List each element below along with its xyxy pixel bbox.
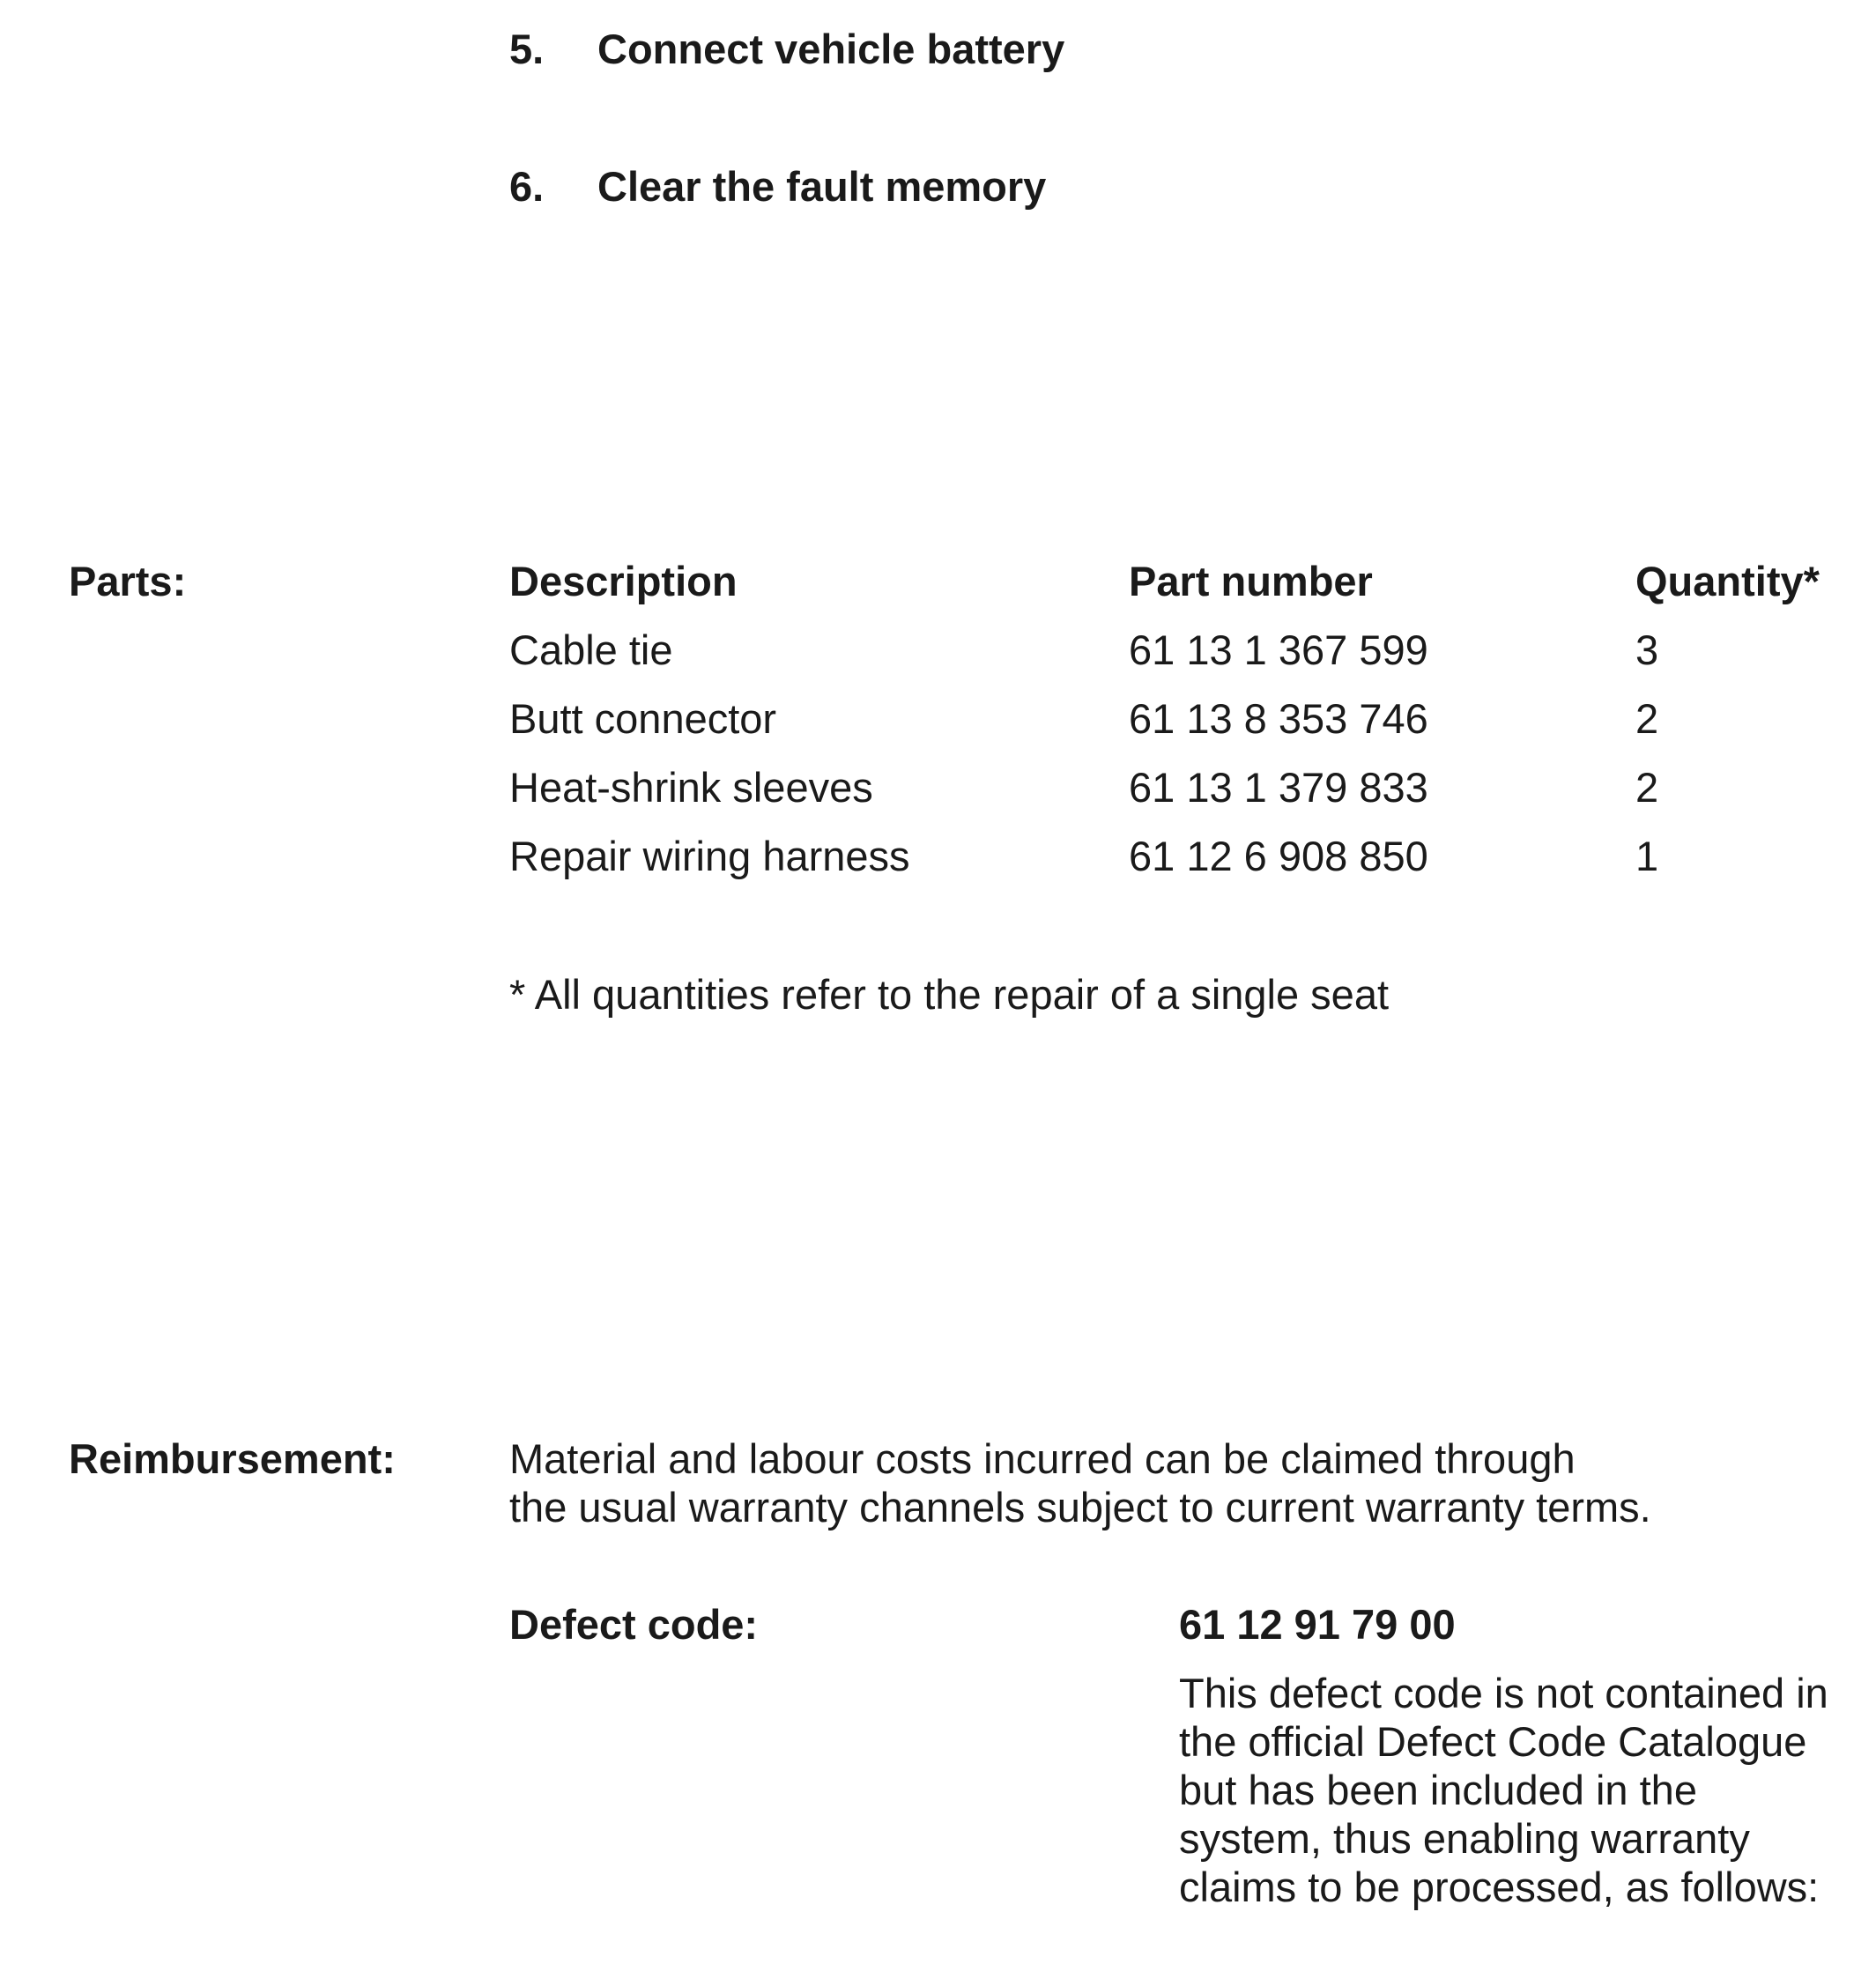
- row-part-number: 61 13 1 367 599: [1129, 626, 1428, 673]
- header-quantity: Quantity*: [1635, 558, 1820, 604]
- step-6-text: Clear the fault memory: [597, 163, 1047, 210]
- row-description: Heat-shrink sleeves: [509, 764, 873, 811]
- reimbursement-label: Reimbursement:: [69, 1435, 396, 1482]
- defect-note-line: This defect code is not contained in: [1179, 1670, 1828, 1716]
- row-quantity: 2: [1635, 695, 1659, 742]
- defect-code-value: 61 12 91 79 00: [1179, 1601, 1456, 1648]
- step-5-text: Connect vehicle battery: [597, 26, 1065, 72]
- row-description: Repair wiring harness: [509, 833, 910, 879]
- row-quantity: 3: [1635, 626, 1659, 673]
- reimbursement-text-line-2: the usual warranty channels subject to current warranty terms.: [509, 1484, 1651, 1530]
- defect-note-line: claims to be processed, as follows:: [1179, 1864, 1820, 1910]
- defect-note-line: the official Defect Code Catalogue: [1179, 1718, 1807, 1765]
- row-part-number: 61 13 1 379 833: [1129, 764, 1428, 811]
- row-quantity: 2: [1635, 764, 1659, 811]
- header-part-number: Part number: [1129, 558, 1373, 604]
- step-6-number: 6.: [509, 163, 545, 210]
- row-description: Butt connector: [509, 695, 777, 742]
- defect-note-line: system, thus enabling warranty: [1179, 1815, 1750, 1862]
- row-part-number: 61 12 6 908 850: [1129, 833, 1428, 879]
- reimbursement-text-line-1: Material and labour costs incurred can be claimed through: [509, 1435, 1576, 1482]
- step-5-number: 5.: [509, 26, 545, 72]
- parts-footnote: * All quantities refer to the repair of a single seat: [509, 971, 1390, 1018]
- row-quantity: 1: [1635, 833, 1659, 879]
- defect-note-line: but has been included in the: [1179, 1767, 1697, 1813]
- defect-code-label: Defect code:: [509, 1601, 759, 1648]
- row-description: Cable tie: [509, 626, 673, 673]
- header-description: Description: [509, 558, 738, 604]
- parts-label: Parts:: [69, 558, 187, 604]
- row-part-number: 61 13 8 353 746: [1129, 695, 1428, 742]
